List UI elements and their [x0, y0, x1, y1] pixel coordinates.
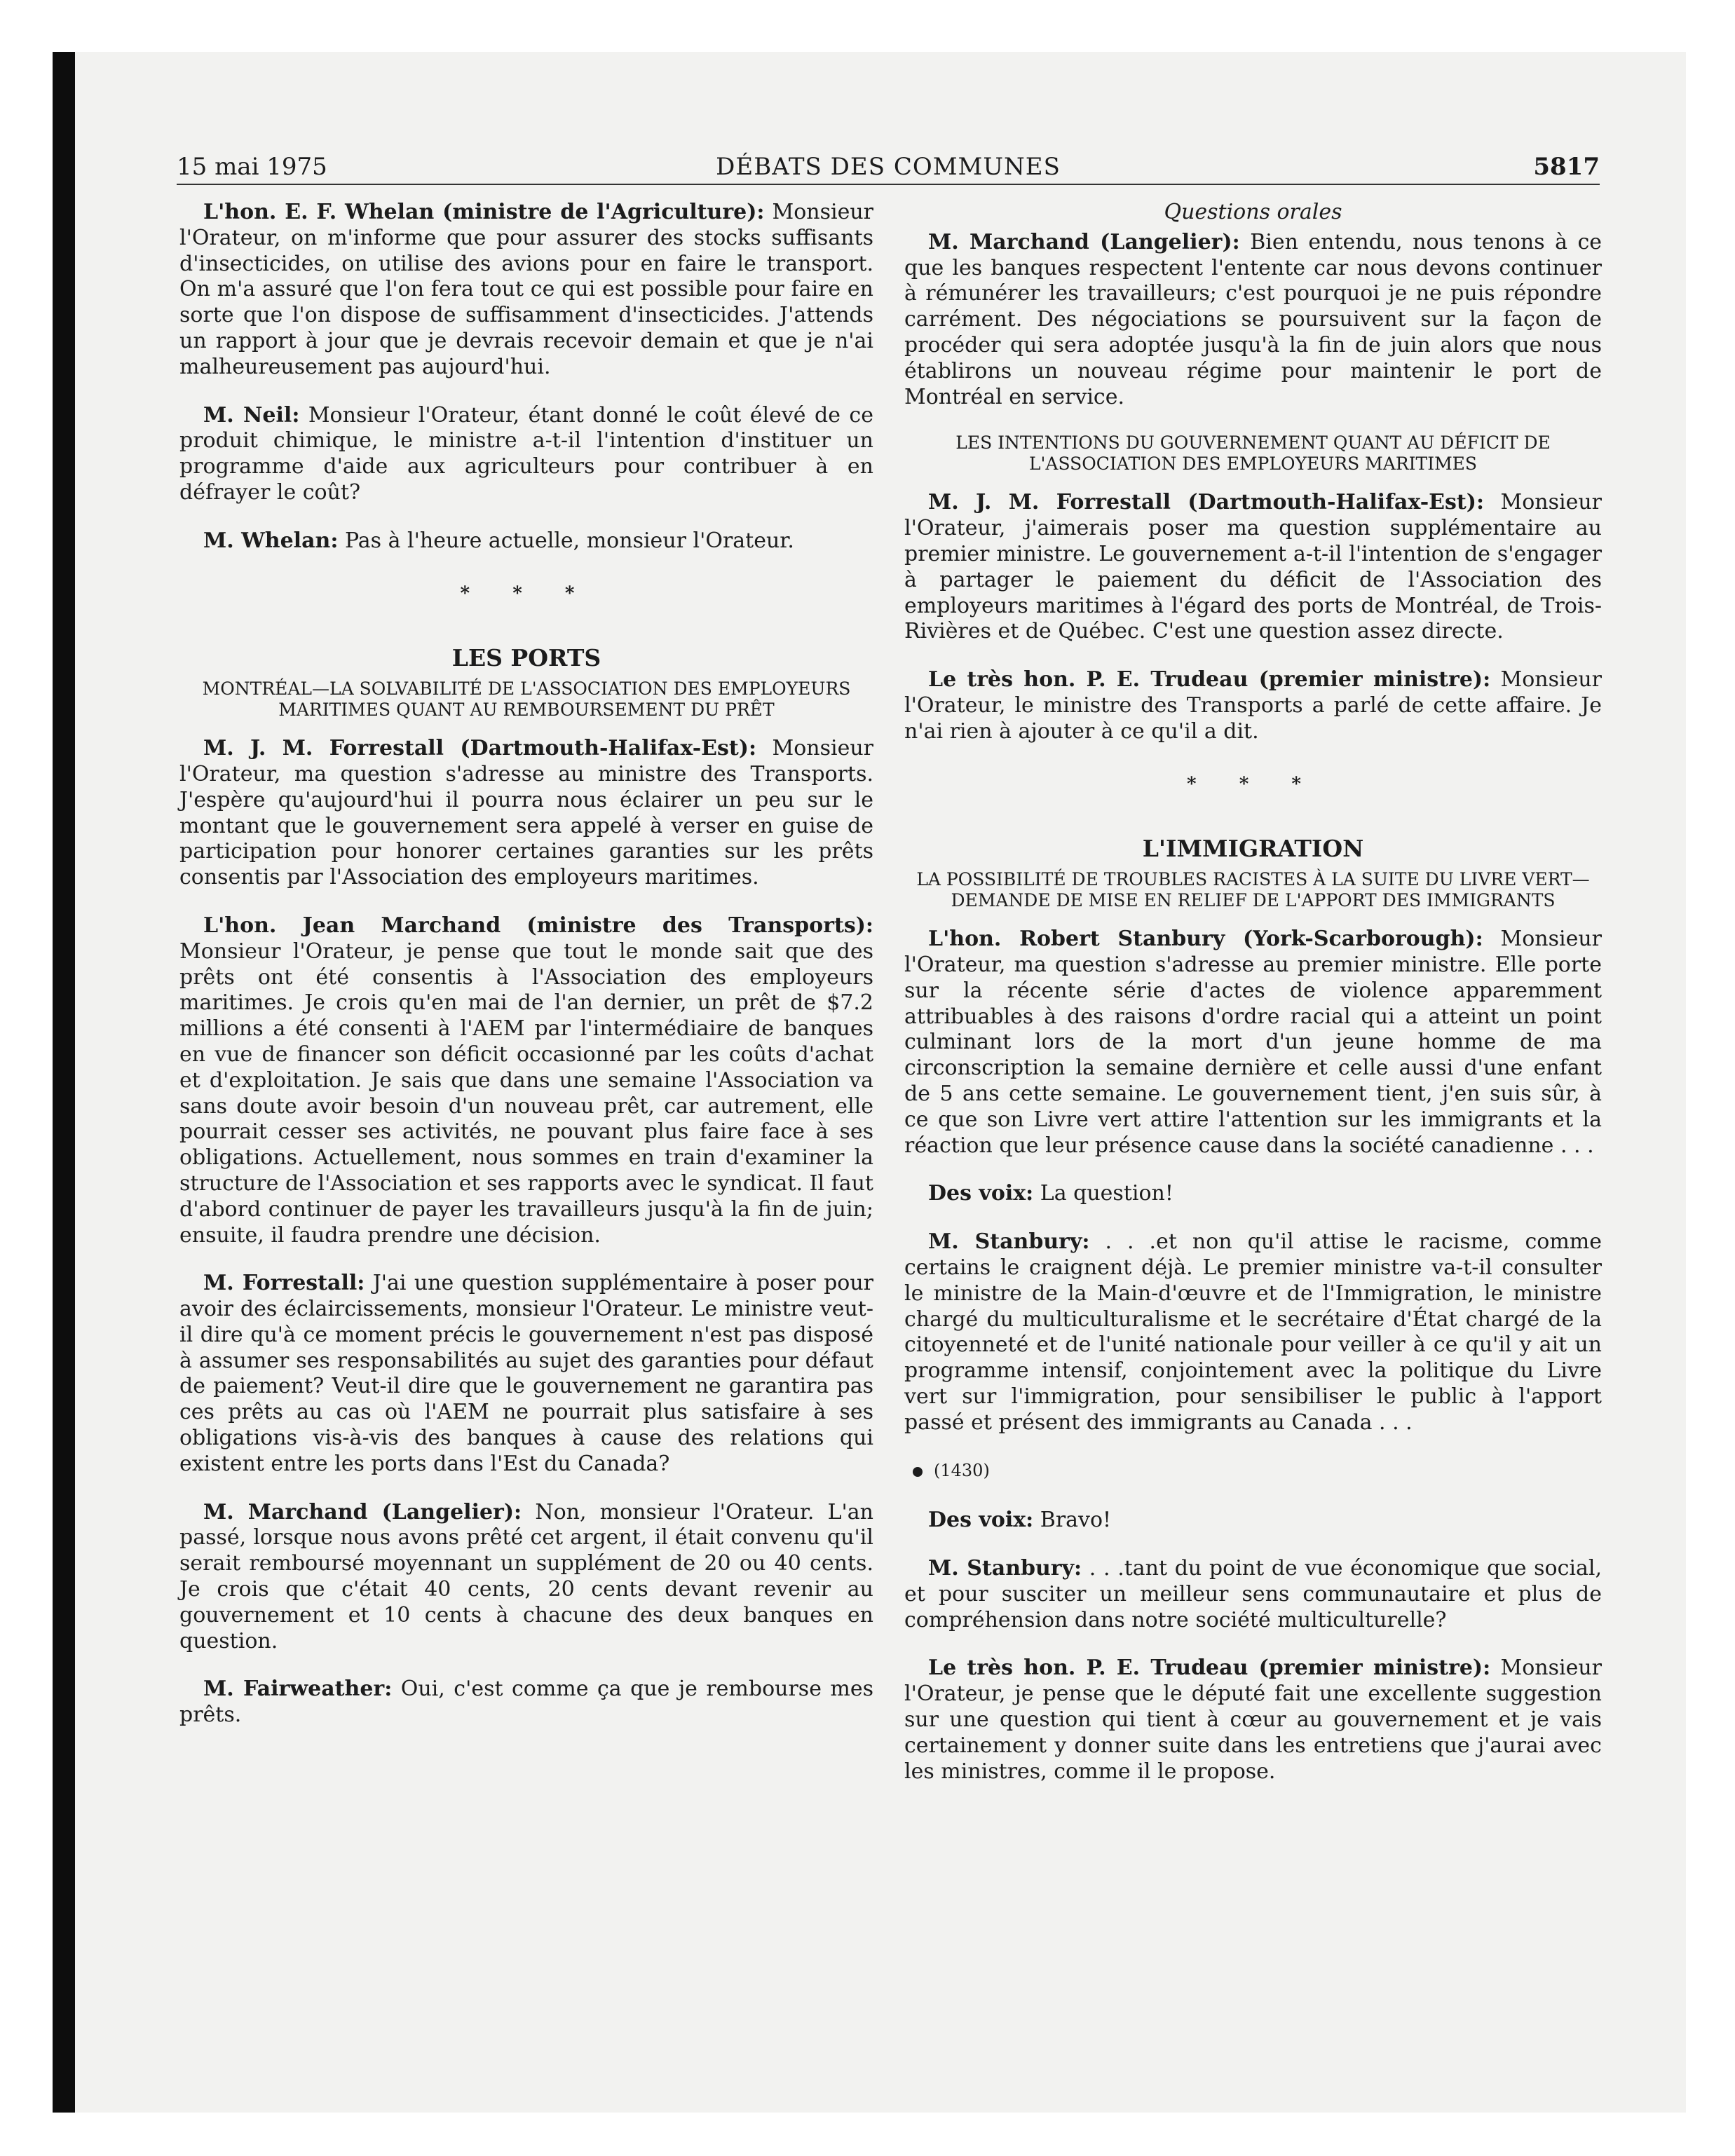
section-title: L'IMMIGRATION: [1142, 835, 1364, 863]
speaker: M. Neil:: [203, 402, 300, 428]
paragraph: [904, 490, 1602, 645]
speech-text: Oui, c'est comme ça que je rembourse mes prêts.: [179, 1677, 873, 1728]
paragraph: [904, 1508, 1602, 1534]
header-date: 15 mai 1975: [177, 153, 327, 181]
header-title: DÉBATS DES COMMUNES: [716, 153, 1061, 181]
speaker: Le très hon. P. E. Trudeau (premier ministre):: [928, 667, 1491, 692]
speech-text: Non, monsieur l'Orateur. L'an passé, lorsque nous avons prêté cet argent, il était convenu qu'il serait remboursé moyennant un supplément de 20 ou 40 cents. Je crois que c'était 40 cents, 20 cents devant revenir au gouvernement et 10 cents à chacune des deux banques en question.: [179, 1499, 873, 1653]
speaker: L'hon. Jean Marchand (ministre des Transports):: [203, 913, 873, 938]
section-label: Questions orales: [1164, 200, 1342, 224]
paragraph: [179, 736, 873, 891]
speech-text: Monsieur l'Orateur, on m'informe que pour assurer des stocks suffisants d'insecticides, on utilise des avions pour en faire le transport. On m'a assuré que l'on fera tout ce qui est possible pour faire en sorte que l'on dispose de suffisamment d'insecticides. J'attends un rapport à jour que je devrais recevoir demain et que je n'ai malheureusement pas aujourd'hui.: [179, 200, 873, 379]
speaker: M. Stanbury:: [928, 1229, 1090, 1255]
speech-text: Bravo!: [1033, 1508, 1112, 1533]
speech-text: Bien entendu, nous tenons à ce que les banques respectent l'entente car nous devons continuer à rémunérer les travailleurs; c'est pourquoi je ne puis répondre carrément. Des négociations se poursuivent sur la façon de procéder qui sera adoptée jusqu'à la fin de juin alors que nous établirons un nouveau régime pour maintenir le port de Montréal en service.: [904, 229, 1602, 409]
speaker: Des voix:: [928, 1508, 1034, 1533]
speaker: M. Stanbury:: [928, 1556, 1082, 1581]
paragraph: [904, 1181, 1602, 1207]
speech-text: Monsieur l'Orateur, je pense que le député fait une excellente suggestion sur une question qui tient à cœur au gouvernement et je vais certainement y donner suite dans les entretiens que j'aurai avec les ministres, comme il le propose.: [904, 1656, 1603, 1784]
time-marker-text: (1430): [934, 1461, 990, 1481]
bullet-icon: [913, 1467, 923, 1477]
paragraph: [904, 1229, 1602, 1435]
paragraph: [904, 667, 1602, 744]
paragraph: [904, 1556, 1602, 1633]
subsection-title: LA POSSIBILITÉ DE TROUBLES RACISTES À LA SUITE DU LIVRE VERT—DEMANDE DE MISE EN RELIEF DE L'APPORT DES IMMIGRANTS: [916, 869, 1590, 911]
time-marker: [913, 1458, 1602, 1484]
binding-edge: [53, 52, 75, 2113]
paragraph: [179, 1677, 873, 1728]
right-column: [904, 200, 1602, 1807]
paragraph: [904, 927, 1602, 1159]
speech-text: Monsieur l'Orateur, le ministre des Transports a parlé de cette affaire. Je n'ai rien à ajouter à ce qu'il a dit.: [904, 667, 1603, 744]
section-title: LES PORTS: [451, 644, 601, 672]
speaker: M. J. M. Forrestall (Dartmouth-Halifax-Est):: [203, 736, 757, 761]
speaker: L'hon. E. F. Whelan (ministre de l'Agriculture):: [203, 200, 765, 224]
speaker: M. Fairweather:: [203, 1677, 393, 1702]
section-separator: * * *: [1187, 773, 1319, 795]
paragraph: [179, 528, 873, 554]
speech-text: Monsieur l'Orateur, j'aimerais poser ma question supplémentaire au premier ministre. Le gouvernement a-t-il l'intention de s'engager à partager le paiement du déficit de l'Association des employeurs maritimes à l'égard des ports de Montréal, de Trois-Rivières et de Québec. C'est une question assez directe.: [904, 490, 1602, 644]
left-column: [179, 200, 873, 1751]
subsection-title: LES INTENTIONS DU GOUVERNEMENT QUANT AU DÉFICIT DE L'ASSOCIATION DES EMPLOYEURS MARITIMES: [955, 432, 1551, 475]
paragraph: [179, 913, 873, 1248]
speaker: M. J. M. Forrestall (Dartmouth-Halifax-Est):: [928, 490, 1485, 515]
paragraph: [179, 403, 873, 506]
speech-text: J'ai une question supplémentaire à poser pour avoir des éclaircissements, monsieur l'Orateur. Le ministre veut-il dire qu'à ce moment précis le gouvernement n'est pas disposé à assumer ses responsabilités au sujet des garanties pour défaut de paiement? Veut-il dire que le gouvernement ne garantira pas ces prêts au cas où l'AEM ne pourrait plus satisfaire à ses obligations vis-à-vis des banques à cause des relations qui existent entre les ports dans l'Est du Canada?: [179, 1271, 874, 1476]
paragraph: [179, 1271, 873, 1477]
paragraph: [179, 1500, 873, 1655]
speaker: L'hon. Robert Stanbury (York-Scarborough):: [928, 927, 1483, 952]
speech-text: . . .tant du point de vue économique que social, et pour susciter un meilleur sens communautaire et plus de compréhension dans notre société multiculturelle?: [904, 1556, 1602, 1632]
speech-text: Monsieur l'Orateur, je pense que tout le monde sait que des prêts ont été consentis à l'Association des employeurs maritimes. Je crois qu'en mai de l'an dernier, un prêt de $7.2 millions a été consenti à l'AEM par l'intermédiaire de banques en vue de financer son déficit occasionné par les coûts d'achat et d'exploitation. Je sais que dans une semaine l'Association va sans doute avoir besoin d'un nouveau prêt, car autrement, elle pourrait cesser ses activités, ne pouvant plus faire face à ses obligations. Actuellement, nous sommes en train d'examiner la structure de l'Association et ses rapports avec le syndicat. Il faut d'abord continuer de payer les travailleurs jusqu'à la fin de juin; ensuite, il faudra prendre une décision.: [179, 939, 873, 1248]
speech-text: Pas à l'heure actuelle, monsieur l'Orateur.: [338, 528, 794, 553]
running-header: [177, 150, 1600, 185]
speaker: Le très hon. P. E. Trudeau (premier ministre):: [928, 1656, 1491, 1681]
paragraph: [904, 1656, 1602, 1785]
speaker: M. Marchand (Langelier):: [928, 229, 1240, 254]
speaker: M. Marchand (Langelier):: [203, 1499, 522, 1524]
speech-text: Monsieur l'Orateur, étant donné le coût élevé de ce produit chimique, le ministre a-t-il l'intention d'instituer un programme d'aide aux agriculteurs pour contribuer à en défrayer le coût?: [179, 402, 873, 505]
speaker: Des voix:: [928, 1181, 1034, 1206]
speaker: M. Forrestall:: [203, 1271, 365, 1296]
speaker: M. Whelan:: [203, 528, 339, 553]
paragraph: [179, 200, 873, 381]
paragraph: [904, 230, 1602, 411]
section-separator: * * *: [460, 582, 593, 604]
speech-text: La question!: [1033, 1181, 1173, 1206]
speech-text: Monsieur l'Orateur, ma question s'adresse au ministre des Transports. J'espère qu'aujourd'hui il pourra nous éclairer un peu sur le montant que le gouvernement sera appelé à verser en guise de participation pour honorer certaines garanties sur les prêts consentis par l'Association des employeurs maritimes.: [179, 736, 873, 890]
speech-text: Monsieur l'Orateur, ma question s'adresse au premier ministre. Elle porte sur la récente série d'actes de violence apparemment attribuables à des raisons d'ordre racial qui a atteint un point culminant lors de la mort d'un jeune homme de ma circonscription la semaine dernière et celle aussi d'une enfant de 5 ans cette semaine. Le gouvernement tient, j'en suis sûr, à ce que son Livre vert attire l'attention sur les immigrants et la réaction que leur présence cause dans la société canadienne . . .: [904, 927, 1602, 1158]
speech-text: . . .et non qu'il attise le racisme, comme certains le craignent déjà. Le premier ministre va-t-il consulter le ministre de la Main-d'œuvre et de l'Immigration, le ministre chargé du multiculturalisme et le secrétaire d'État chargé de la citoyenneté et de l'unité nationale pour veiller à ce qu'il y ait un programme intensif, conjointement avec la politique du Livre vert sur l'immigration, pour sensibiliser le public à l'apport passé et présent des immigrants au Canada . . .: [904, 1229, 1602, 1435]
page-number: 5817: [1533, 153, 1600, 181]
subsection-title: MONTRÉAL—LA SOLVABILITÉ DE L'ASSOCIATION DES EMPLOYEURS MARITIMES QUANT AU REMBOURSEMENT DU PRÊT: [202, 678, 851, 721]
